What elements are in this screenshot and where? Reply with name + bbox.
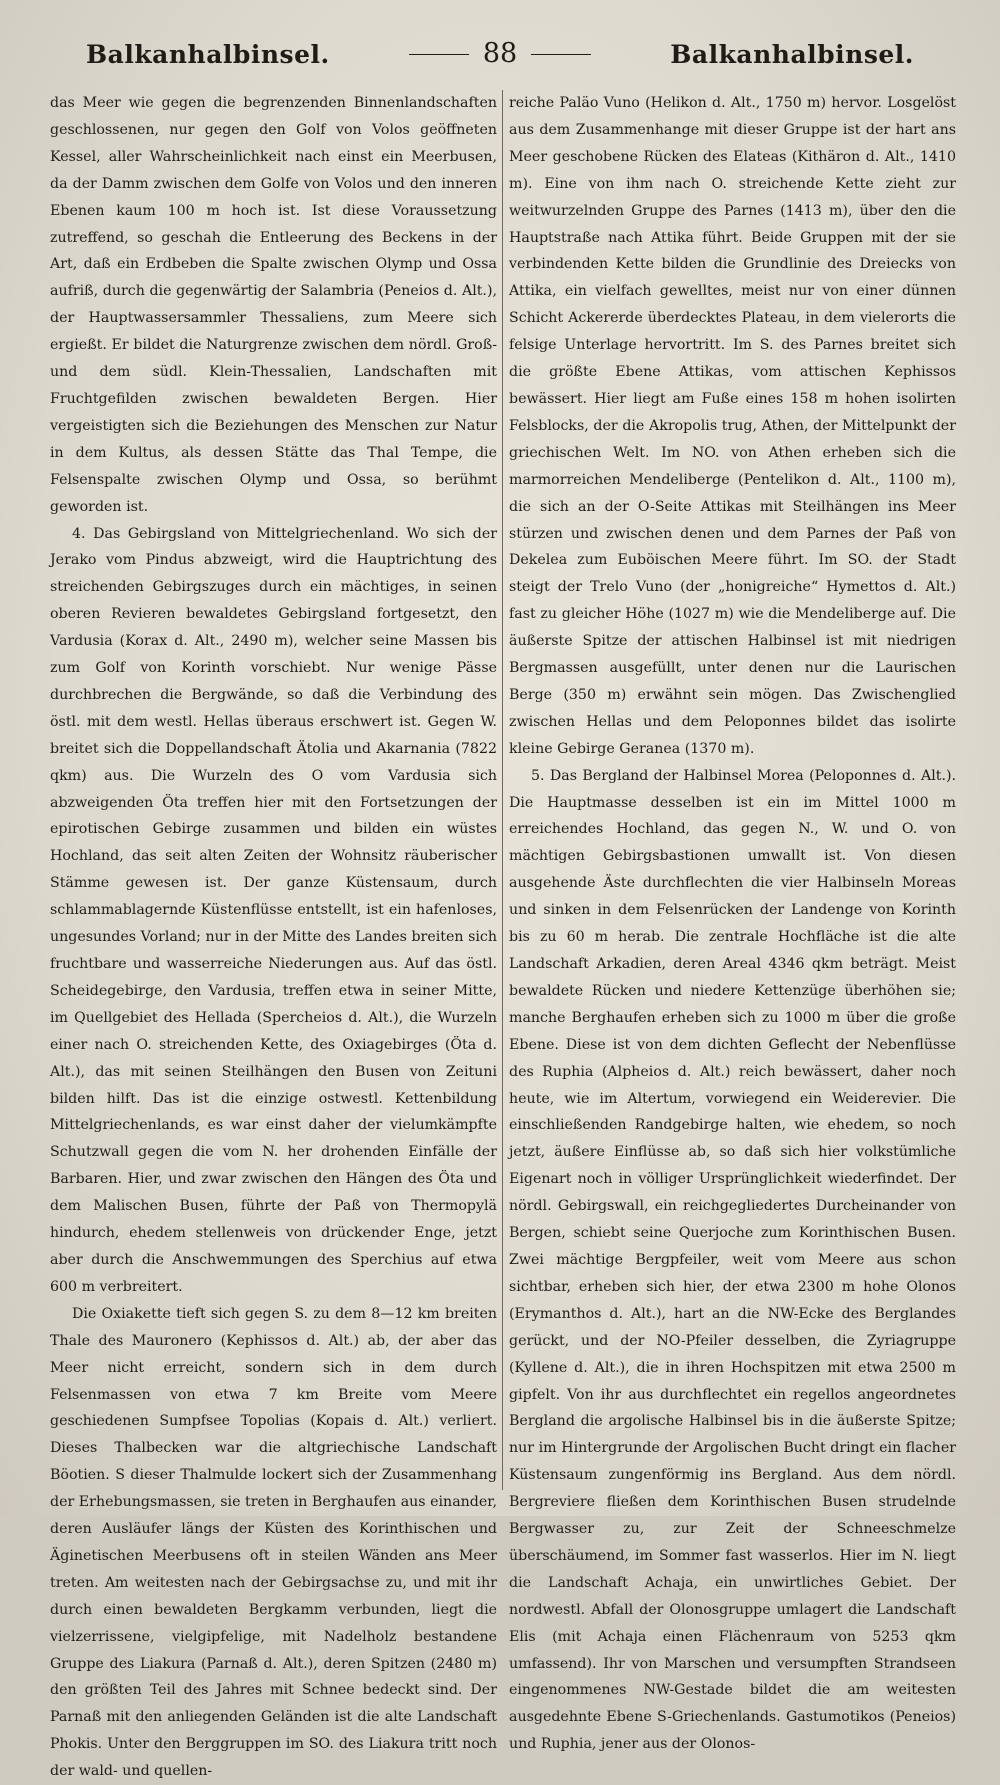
header-dash-left — [409, 54, 469, 56]
paragraph-left-1: das Meer wie gegen die begrenzenden Binnenlandschaften geschlossenen, nur gegen den Golf von Volos geöffneten Kessel, aller Wahrscheinlichkeit nach einst ein Meerbusen, da der Damm zwischen dem Golfe von Volos und den inneren Ebenen kaum 100 m hoch ist. Ist diese Voraussetzung zutreffend, so geschah die Entleerung des Beckens in der Art, daß ein Erdbeben die Spalte zwischen Olymp und Ossa aufriß, durch die gegenwärtig der Salambria (Peneios d. Alt.), der Hauptwassersammler Thessaliens, zum Meere sich ergießt. Er bildet die Naturgrenze zwischen dem nördl. Groß- und dem südl. Klein-Thessalien, Landschaften mit Fruchtgefilden zwischen bewaldeten Bergen. Hier vergeistigten sich die Beziehungen des Menschen zur Natur in dem Kultus, als dessen Stätte das Thal Tempe, die Felsenspalte zwischen Olymp und Ossa, so berühmt geworden ist. — [50, 95, 497, 515]
header-dash-right — [531, 54, 591, 56]
paragraph-right-1: reiche Paläo Vuno (Helikon d. Alt., 1750 m) hervor. Losgelöst aus dem Zusammenhange mit dieser Gruppe ist der hart ans Meer geschobene Rücken des Elateas (Kithäron d. Alt., 1410 m). Eine von ihm nach O. streichende Kette zieht zur weitwurzelnden Gruppe des Parnes (1413 m), über den die Hauptstraße nach Attika führt. Beide Gruppen mit der sie verbindenden Kette bilden die Grundlinie des Dreiecks von Attika, ein vielfach gewelltes, meist nur von einer dünnen Schicht Ackererde überdecktes Plateau, in dem vielerorts die felsige Unterlage hervortritt. Im S. des Parnes breitet sich die größte Ebene Attikas, vom attischen Kephissos bewässert. Hier liegt am Fuße eines 158 m hohen isolirten Felsblocks, der die Akropolis trug, Athen, der Mittelpunkt der griechischen Welt. Im NO. von Athen erheben sich die marmorreichen Mendeliberge (Pentelikon d. Alt., 1100 m), die sich an der O-Seite Attikas mit Steilhängen ins Meer stürzen und zwischen denen und dem Parnes der Paß von Dekelea zum Euböischen Meere führt. Im SO. der Stadt steigt der Trelo Vuno (der „honigreiche“ Hymettos d. Alt.) fast zu gleicher Höhe (1027 m) wie die Mendeliberge auf. Die äußerste Spitze der attischen Halbinsel ist mit niedrigen Bergmassen ausgefüllt, unter denen nur die Laurischen Berge (350 m) erwähnt sein mögen. Das Zwischenglied zwischen Hellas und dem Peloponnes bildet das isolirte kleine Gebirge Geranea (1370 m). — [509, 95, 956, 757]
paragraph-right-2: 5. Das Bergland der Halbinsel Morea (Peloponnes d. Alt.). Die Hauptmasse desselben ist ein im Mittel 1000 m erreichendes Hochland, das gegen N., W. und O. von mächtigen Gebirgsbastionen umwallt ist. Von diesen ausgehende Äste durchflechten die vier Halbinseln Moreas und sinken in dem Felsenrücken der Landenge von Korinth bis zu 60 m herab. Die zentrale Hochfläche ist die alte Landschaft Arkadien, deren Areal 4346 qkm beträgt. Meist bewaldete Rücken und niedere Kettenzüge überhöhen sie; manche Berghaufen erheben sich zu 1000 m über die große Ebene. Diese ist von dem dichten Geflecht der Nebenflüsse des Ruphia (Alpheios d. Alt.) reich bewässert, daher noch heute, wie im Altertum, vorwiegend ein Weiderevier. Die einschließenden Randgebirge halten, wie ehedem, so noch jetzt, äußere Einflüsse ab, so daß sich hier volkstümliche Eigenart noch in völliger Ursprünglichkeit wiederfindet. Der nördl. Gebirgswall, ein reichgegliedertes Durcheinander von Bergen, schiebt seine Querjoche zum Korinthischen Busen. Zwei mächtige Bergpfeiler, weit vom Meere aus schon sichtbar, erheben sich hier, der etwa 2300 m hohe Olonos (Erymanthos d. Alt.), hart an die NW-Ecke des Berglandes gerückt, und der NO-Pfeiler desselben, die Zyriagruppe (Kyllene d. Alt.), die in ihren Hochspitzen mit etwa 2500 m gipfelt. Von ihr aus durchflechtet ein regellos angeordnetes Bergland die argolische Halbinsel bis in die äußerste Spitze; nur im Hintergrunde der Argolischen Bucht dringt ein flacher Küstensaum zungenförmig ins Bergland. Aus dem nördl. Bergreviere fließen dem Korinthischen Busen strudelnde Bergwasser zu, zur Zeit der Schneeschmelze überschäumend, im Sommer fast wasserlos. Hier im N. liegt die Landschaft Achaja, ein unwirtliches Gebiet. Der nordwestl. Abfall der Olonosgruppe umlagert die Landschaft Elis (mit Achaja einen Flächenraum von 5253 qkm umfassend). Ihr von Marschen und versumpften Strandseen eingenommenes NW-Gestade bildet die am weitesten ausgedehnte Ebene S-Griechenlands. Gastumotikos (Peneios) und Ruphia, jener aus der Olonos- — [509, 767, 956, 1753]
text-columns — [50, 90, 956, 1780]
left-column — [50, 90, 497, 1780]
header-right-title: Balkanhalbinsel. — [670, 40, 914, 69]
paragraph-left-3: Die Oxiakette tieft sich gegen S. zu dem 8—12 km breiten Thale des Mauronero (Kephissos d. Alt.) ab, der aber das Meer nicht erreicht, sondern sich in dem durch Felsenmassen von etwa 7 km Breite vom Meere geschiedenen Sumpfsee Topolias (Kopais d. Alt.) verliert. Dieses Thalbecken war die altgriechische Landschaft Böotien. S dieser Thalmulde lockert sich der Zusammenhang der Erhebungsmassen, sie treten in Berghaufen aus einander, deren Ausläufer längs der Küsten des Korinthischen und Äginetischen Meerbusens oft in steilen Wänden ans Meer treten. Am weitesten nach der Gebirgsachse zu, und mit ihr durch einen bewaldeten Bergkamm verbunden, liegt die vielzerrissene, vielgipfelige, mit Nadelholz bestandene Gruppe des Liakura (Parnaß d. Alt.), deren Spitzen (2480 m) den größten Teil des Jahres mit Schnee bedeckt sind. Der Parnaß mit den anliegenden Geländen ist die alte Landschaft Phokis. Unter den Berggruppen im SO. des Liakura tritt noch der wald- und quellen- — [50, 1305, 497, 1780]
paragraph-left-2: 4. Das Gebirgsland von Mittelgriechenland. Wo sich der Jerako vom Pindus abzweigt, wird die Hauptrichtung des streichenden Gebirgszuges durch ein mächtiges, in seinen oberen Revieren bewaldetes Gebirgsland fortgesetzt, den Vardusia (Korax d. Alt., 2490 m), welcher seine Massen bis zum Golf von Korinth vorschiebt. Nur wenige Pässe durchbrechen die Bergwände, so daß die Verbindung des östl. mit dem westl. Hellas überaus erschwert ist. Gegen W. breitet sich die Doppellandschaft Ätolia und Akarnania (7822 qkm) aus. Die Wurzeln des O vom Vardusia sich abzweigenden Öta treffen hier mit den Fortsetzungen der epirotischen Gebirge zusammen und bilden ein wüstes Hochland, das seit alten Zeiten der Wohnsitz räuberischer Stämme gewesen ist. Der ganze Küstensaum, durch schlammablagernde Küstenflüsse entstellt, ist ein hafenloses, ungesundes Vorland; nur in der Mitte des Landes breiten sich fruchtbare und wasserreiche Niederungen aus. Auf das östl. Scheidegebirge, den Vardusia, treffen etwa in seiner Mitte, im Quellgebiet des Hellada (Spercheios d. Alt.), die Wurzeln einer nach O. streichenden Kette, des Oxiagebirges (Öta d. Alt.), das mit seinen Steilhängen den Busen von Zeituni bilden hilft. Das ist die einzige ostwestl. Kettenbildung Mittelgriechenlands, es war einst daher der vielumkämpfte Schutzwall gegen die vom N. her drohenden Einfälle der Barbaren. Hier, und zwar zwischen den Hängen des Öta und dem Malischen Busen, führte der Paß von Thermopylä hindurch, ehedem stellenweis von drückender Enge, jetzt aber durch die Anschwemmungen des Sperchius auf etwa 600 m verbreitert. — [50, 525, 497, 1295]
right-column — [509, 90, 956, 1753]
page-number: 88 — [482, 38, 518, 69]
header-left-title: Balkanhalbinsel. — [86, 40, 330, 69]
column-divider — [502, 90, 503, 1490]
running-header — [86, 34, 914, 84]
